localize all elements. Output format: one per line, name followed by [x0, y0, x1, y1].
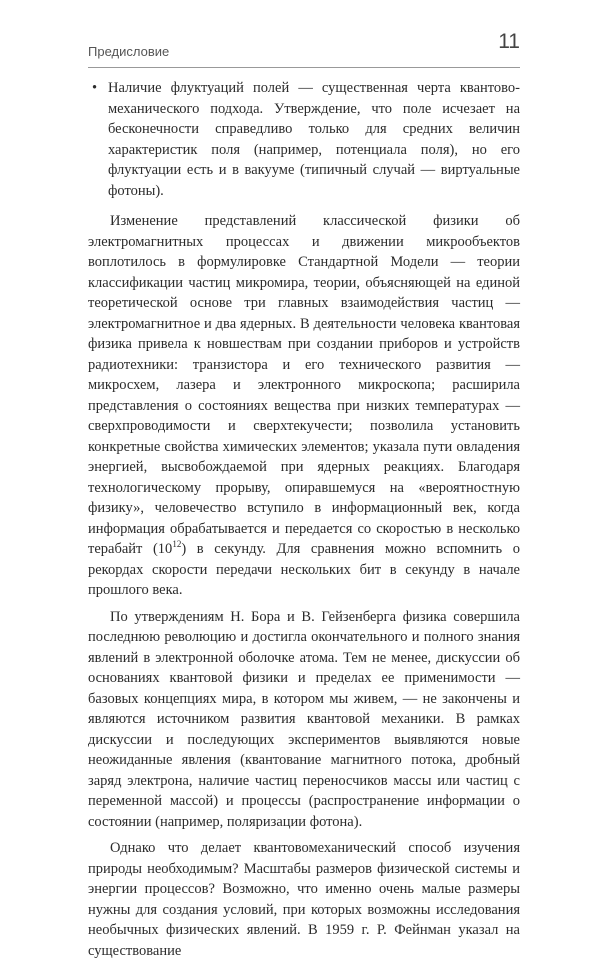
- page-body: [88, 78, 520, 967]
- header-rule: [88, 67, 520, 68]
- bullet-text: Наличие флуктуаций полей — существенная черта квантово-механического подхода. Утверждение, что поле исчезает на бесконечности справедливо только для средних величин характеристик поля (например, потенциала поля), но его флуктуации есть и в вакууме (типичный случай — виртуальные фотоны).: [108, 80, 520, 199]
- page-header: [88, 30, 520, 66]
- paragraph-1-text-b: ) в секунду. Для сравнения можно вспомнить о рекордах скорости передачи нескольких бит в секунду в начале прошлого века.: [88, 541, 520, 598]
- running-title: Предисловие: [88, 44, 170, 59]
- paragraph-3: Однако что делает квантовомеханический способ изучения природы необходимым? Масштабы размеров физической системы и энергии процессов? Возможно, что именно очень малые размеры нужны для создания условий, при которых возможны исследования необычных физических явлений. В 1959 г. Р. Фейнман указал на существование: [88, 840, 520, 959]
- paragraph-1-text-a: Изменение представлений классической физики об электромагнитных процессах и движении микрообъектов воплотилось в формулировке Стандартной Модели — теории классификации частиц микромира, теории, объясняющей на единой теоретической основе три главных взаимодействия частиц — электромагнитное и два ядерных. В деятельности человека квантовая физика привела к новшествам при создании приборов и устройств радиотехники: транзистора и его технического развития — микросхем, лазера и электронного микроскопа; расширила представления о состояниях вещества при низких температурах — сверхпроводимости и сверхтекучести; позволила установить конкретные свойства химических элементов; указала пути овладения энергией, высвобождаемой при ядерных реакциях. Благодаря технологическому прорыву, опиравшемуся на «вероятностную физику», человечество вступило в информационный век, когда информация обрабатывается и передается со скоростью в несколько терабайт (10: [88, 213, 520, 557]
- paragraph-1-exponent: 12: [172, 539, 182, 550]
- bullet-item: [88, 78, 520, 201]
- paragraph-1: [88, 211, 520, 601]
- paragraph-2: По утверждениям Н. Бора и В. Гейзенберга физика совершила последнюю революцию и достигла окончательного и полного знания явлений в электронной оболочке атома. Тем не менее, дискуссии об основаниях квантовой физики и пределах ее применимости — базовых концепциях мира, в котором мы живем, — не закончены и являются источником развития квантовой механики. В рамках дискуссии и последующих экспериментов выявляются новые неожиданные явления (квантование магнитного потока, дробный заряд электрона, наличие частиц переносчиков массы или частиц с переменной массой) и процессы (распространение информации о состоянии (например, поляризации фотона).: [88, 608, 520, 830]
- bullet-mark: •: [92, 80, 98, 96]
- page-number: 11: [498, 30, 520, 53]
